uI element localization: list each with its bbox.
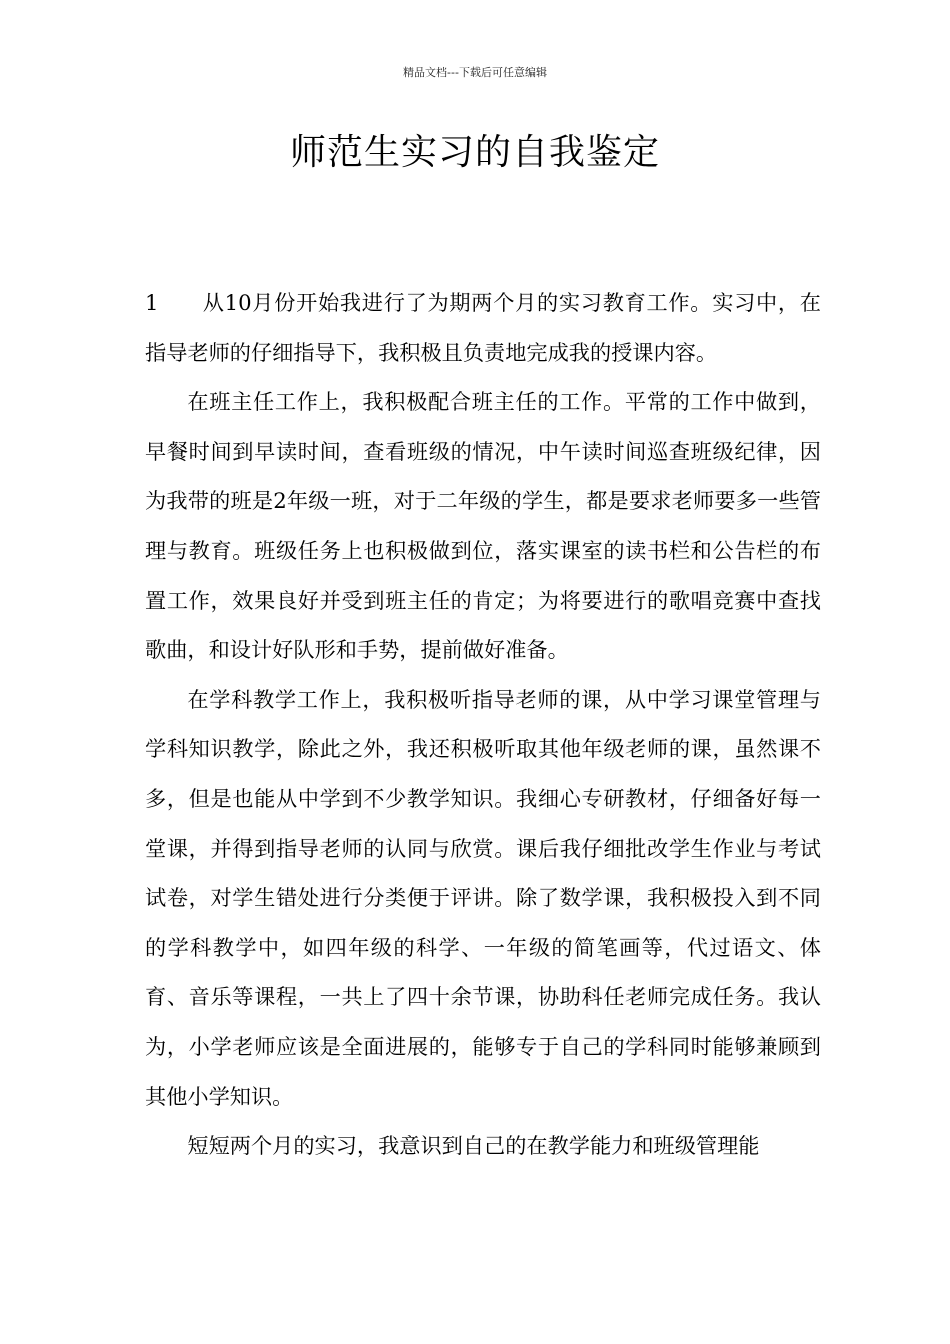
document-body — [145, 278, 821, 1171]
header-note: 精品文档---下载后可任意编辑 — [403, 66, 547, 79]
paragraph-1 — [145, 278, 821, 377]
paragraph-2: 在班主任工作上，我积极配合班主任的工作。平常的工作中做到，早餐时间到早读时间，查看班级的情况，中午读时间巡查班级纪律，因为我带的班是2年级一班，对于二年级的学生，都是要求老师要多一些管理与教育。班级任务上也积极做到位，落实课室的读书栏和公告栏的布置工作，效果良好并受到班主任的肯定；为将要进行的歌唱竞赛中查找歌曲，和设计好队形和手势，提前做好准备。 — [145, 389, 821, 663]
paragraph-4: 短短两个月的实习，我意识到自己的在教学能力和班级管理能 — [187, 1133, 760, 1159]
paragraph-text: 从10月份开始我进行了为期两个月的实习教育工作。实习中，在指导老师的仔细指导下，我积极且负责地完成我的授课内容。 — [145, 290, 821, 365]
paragraph-3: 在学科教学工作上，我积极听指导老师的课，从中学习课堂管理与学科知识教学，除此之外，我还积极听取其他年级老师的课，虽然课不多，但是也能从中学到不少教学知识。我细心专研教材，仔细备好每一堂课，并得到指导老师的认同与欣赏。课后我仔细批改学生作业与考试试卷，对学生错处进行分类便于评讲。除了数学课，我积极投入到不同的学科教学中，如四年级的科学、一年级的简笔画等，代过语文、体育、音乐等课程，一共上了四十余节课，协助科任老师完成任务。我认为，小学老师应该是全面进展的，能够专于自己的学科同时能够兼顾到其他小学知识。 — [145, 686, 821, 1109]
paragraph-number: 1 — [145, 290, 159, 315]
document-title: 师范生实习的自我鉴定 — [289, 132, 660, 173]
